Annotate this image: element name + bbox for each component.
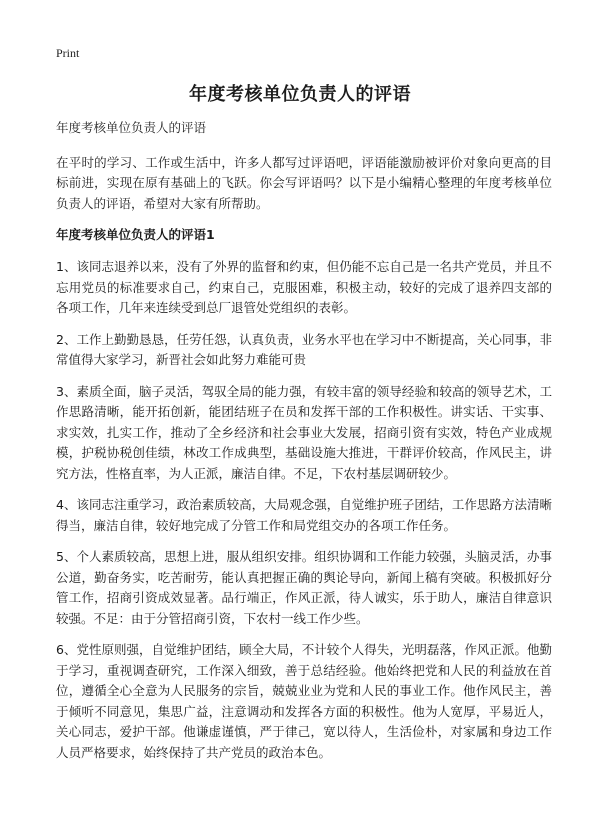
- comment-paragraph-1: 1、该同志退养以来，没有了外界的监督和约束，但仍能不忘自己是一名共产党员，并且不忘用党员的标准要求自己，约束自己，克服困难，积极主动，较好的完成了退养四支部的各项工作，几年来连续受到总厂退管处党组织的表彰。: [56, 259, 552, 315]
- article-subtitle: 年度考核单位负责人的评语: [56, 120, 207, 135]
- intro-paragraph: 在平时的学习、工作或生活中，许多人都写过评语吧，评语能激励被评价对象向更高的目标前进，实现在原有基础上的飞跃。你会写评语吗？以下是小编精心整理的年度考核单位负责人的评语，希望对大家有所帮助。: [56, 154, 552, 211]
- page-title: 年度考核单位负责人的评语: [189, 84, 411, 105]
- section-heading: 年度考核单位负责人的评语1: [56, 227, 215, 242]
- comment-paragraph-2: 2、工作上勤勤恳恳，任劳任怨，认真负责，业务水平也在学习中不断提高，关心同事，非常值得大家学习，新晋社会如此努力难能可贵: [56, 331, 552, 367]
- comment-paragraph-4: 4、该同志注重学习，政治素质较高，大局观念强，自觉维护班子团结，工作思路方法清晰得当，廉洁自律，较好地完成了分管工作和局党组交办的各项工作任务。: [56, 497, 552, 533]
- comment-paragraph-3: 3、素质全面，脑子灵活，驾驭全局的能力强，有较丰富的领导经验和较高的领导艺术，工作思路清晰，能开拓创新，能团结班子在员和发挥干部的工作积极性。讲实话、干实事、求实效，扎实工作，推动了全乡经济和社会事业大发展，招商引资有实效，特色产业成规模，护税协税创佳绩，林改工作成典型，基础设施大推进，干群评价较高，作风民主，讲究方法，性格直率，为人正派，廉洁自律。不足，下农村基层调研较少。: [56, 383, 552, 481]
- comment-paragraph-5: 5、个人素质较高，思想上进，服从组织安排。组织协调和工作能力较强，头脑灵活，办事公道，勤奋务实，吃苦耐劳，能认真把握正确的舆论导向，新闻上稿有突破。积极抓好分管工作，招商引资成效显著。品行端正，作风正派，待人诚实，乐于助人，廉洁自律意识较强。不足：由于分管招商引资，下农村一线工作少些。: [56, 549, 552, 626]
- comment-paragraph-6: 6、党性原则强，自觉维护团结，顾全大局，不计较个人得失，光明磊落，作风正派。他勤于学习，重视调查研究，工作深入细致，善于总结经验。他始终把党和人民的利益放在首位，遵循全心全意为人民服务的宗旨，兢兢业业为党和人民的事业工作。他作风民主，善于倾听不同意见，集思广益，注意调动和发挥各方面的积极性。他为人宽厚，平易近人，关心同志，爱护干部。他谦虚谨慎，严于律己，宽以待人，生活俭朴，对家属和身边工作人员严格要求，始终保持了共产党员的政治本色。: [56, 642, 552, 760]
- print-link[interactable]: Print: [56, 46, 80, 60]
- article-body: [56, 118, 552, 774]
